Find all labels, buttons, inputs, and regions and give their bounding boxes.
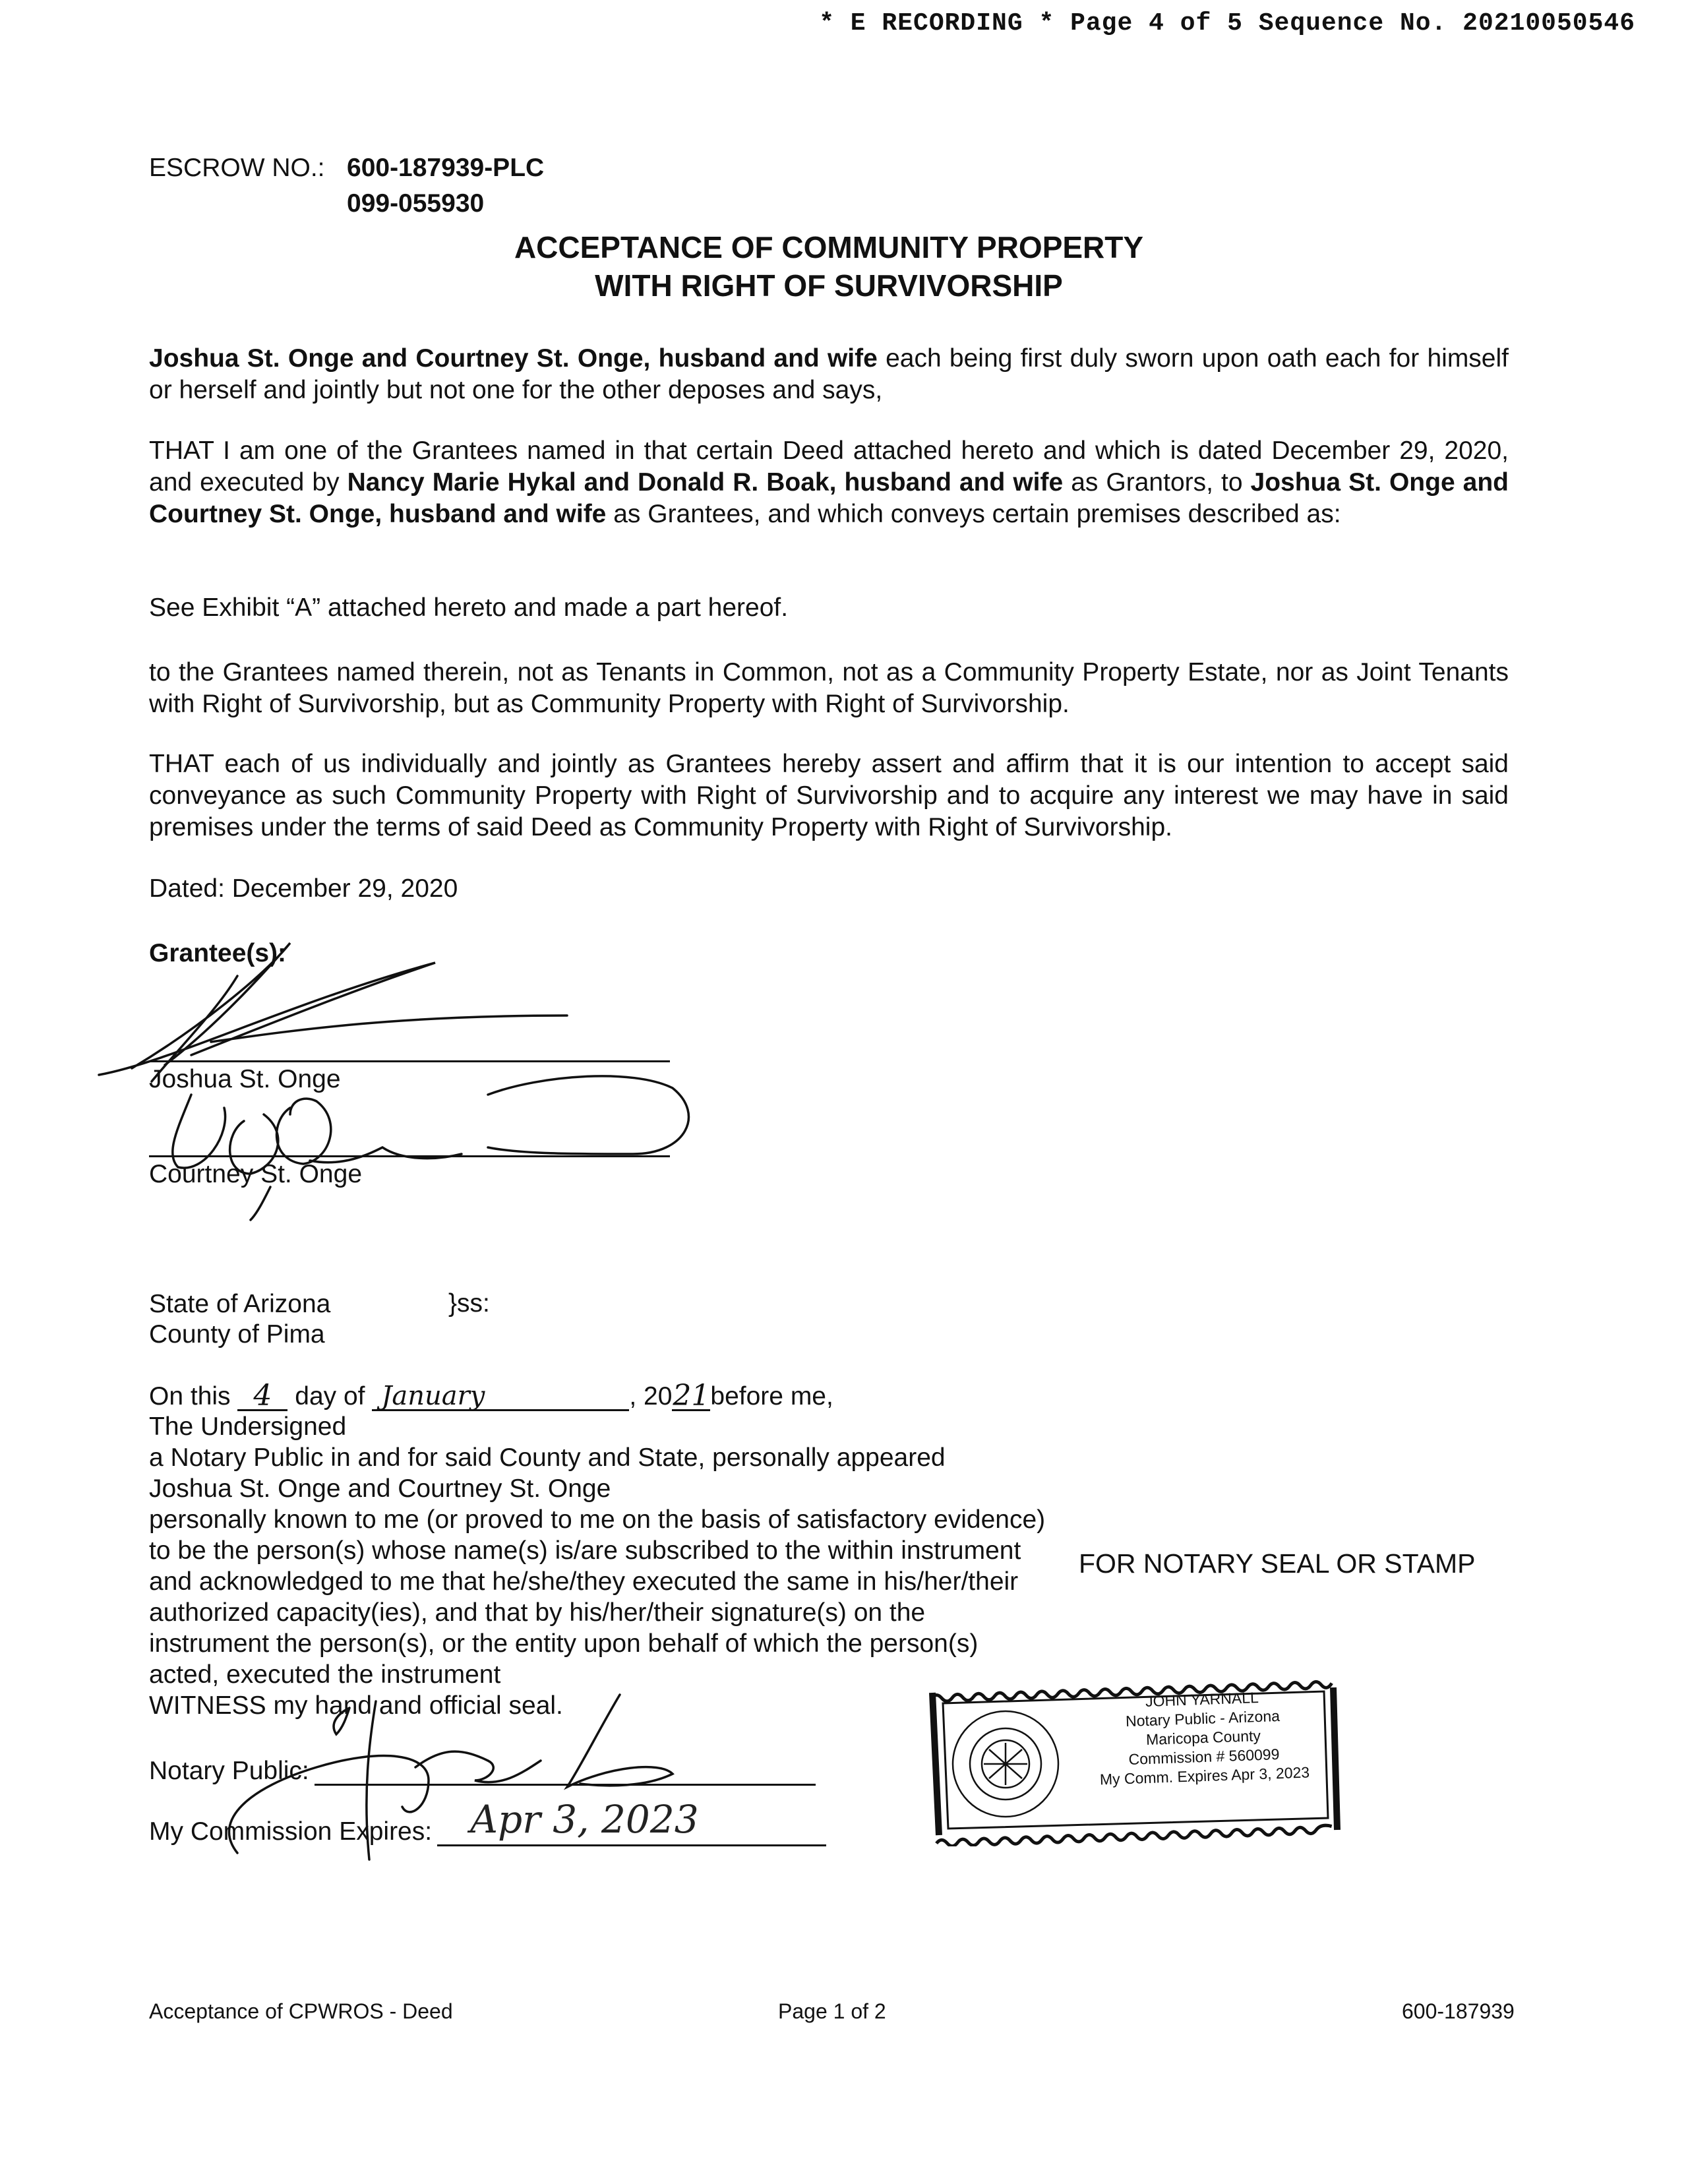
title-line-1: ACCEPTANCE OF COMMUNITY PROPERTY bbox=[514, 230, 1144, 264]
acknowledgment-date-line bbox=[149, 1379, 833, 1412]
escrow-label: ESCROW NO.: bbox=[149, 154, 325, 182]
grantee-1-name: Joshua St. Onge bbox=[149, 1065, 341, 1093]
escrow-number-2: 099-055930 bbox=[347, 189, 485, 218]
stamp-notary-name: JOHN YARNALL bbox=[1145, 1689, 1259, 1711]
document-title bbox=[149, 228, 1509, 305]
paragraph-deed bbox=[149, 435, 1509, 530]
year-prefix: , 20 bbox=[629, 1382, 673, 1410]
paragraph-tenancy: to the Grantees named therein, not as Tenants in Common, not as a Community Property Estate, nor as Joint Tenants with Right of Survivorship, but as Community Property with Right of Survivorship. bbox=[149, 658, 1509, 718]
footer-document-name: Acceptance of CPWROS - Deed bbox=[149, 1999, 453, 2023]
commission-label: My Commission Expires: bbox=[149, 1817, 433, 1846]
stamp-county: Maricopa County bbox=[1145, 1726, 1261, 1749]
notary-stamp bbox=[923, 1672, 1345, 1846]
grantees-names-bold-2: Joshua St. Onge and Courtney St. Onge, husband and wife bbox=[149, 468, 1509, 528]
grantees-names-bold: Joshua St. Onge and Courtney St. Onge, husband and wife bbox=[149, 344, 878, 373]
venue-block bbox=[149, 1289, 330, 1350]
grantee-1-signature-line bbox=[149, 1060, 670, 1062]
stamp-text bbox=[1060, 1685, 1347, 1791]
before-me-label: before me, bbox=[710, 1382, 833, 1410]
grantees-label: Grantee(s): bbox=[149, 939, 287, 967]
undersigned-line: The Undersigned bbox=[149, 1412, 347, 1441]
title-line-2: WITH RIGHT OF SURVIVORSHIP bbox=[595, 268, 1063, 303]
grantors-names-bold: Nancy Marie Hykal and Donald R. Boak, husband and wife bbox=[347, 468, 1064, 497]
escrow-block bbox=[149, 150, 544, 222]
notary-body-rest: personally known to me (or proved to me on the basis of satisfactory evidence) to be the person(s) whose name(s) is/are subscribed to the within instrument and acknowledged to me that he/she/they executed the same in his/her/their authorized capacity(ies), and that by his/her/their signature(s) on the instrument the person(s), or the entity upon behalf of which the person(s) acted, executed the instrument bbox=[149, 1505, 1046, 1689]
acknowledgment-year: 21 bbox=[673, 1379, 710, 1412]
dated-line: Dated: December 29, 2020 bbox=[149, 874, 458, 903]
footer-escrow-number: 600-187939 bbox=[1402, 1999, 1515, 2023]
escrow-number: 600-187939-PLC bbox=[347, 154, 545, 182]
seal-caption: FOR NOTARY SEAL OR STAMP bbox=[1079, 1548, 1476, 1579]
notary-body-line-2: Joshua St. Onge and Courtney St. Onge bbox=[149, 1474, 611, 1503]
commission-date-handwritten: Apr 3, 2023 bbox=[470, 1797, 699, 1842]
witness-line: WITNESS my hand and official seal. bbox=[149, 1691, 563, 1720]
day-of-label: day of bbox=[295, 1382, 365, 1410]
acknowledgment-day: 4 bbox=[237, 1383, 287, 1411]
paragraph-deponents bbox=[149, 343, 1509, 406]
acknowledgment-month: January bbox=[372, 1383, 629, 1411]
grantee-2-signature-line bbox=[149, 1155, 670, 1157]
deed-text-a: THAT I am one of the Grantees named in that certain Deed attached hereto and which is dated December 29, 2020, and executed by bbox=[149, 437, 1509, 497]
stamp-commission: Commission # 560099 bbox=[1128, 1745, 1280, 1768]
footer-page-number: Page 1 of 2 bbox=[778, 1999, 886, 2023]
notary-public-label: Notary Public: bbox=[149, 1757, 309, 1785]
deed-text-b: as Grantors, to bbox=[1063, 468, 1251, 497]
venue-ss: }ss: bbox=[448, 1289, 490, 1318]
notary-signature bbox=[211, 1688, 686, 1873]
grantee-2-name: Courtney St. Onge bbox=[149, 1160, 363, 1188]
stamp-notary-title: Notary Public - Arizona bbox=[1125, 1707, 1281, 1730]
venue-state: State of Arizona bbox=[149, 1290, 331, 1318]
venue-county: County of Pima bbox=[149, 1320, 325, 1349]
paragraph-exhibit: See Exhibit “A” attached hereto and made a part hereof. bbox=[149, 593, 789, 622]
recording-header: * E RECORDING * Page 4 of 5 Sequence No. 20210050546 bbox=[819, 9, 1635, 38]
deponents-text: each being first duly sworn upon oath each for himself or herself and jointly but not one for the other deposes and says, bbox=[149, 344, 1509, 404]
notary-body-line-1: a Notary Public in and for said County and State, personally appeared bbox=[149, 1443, 946, 1472]
notary-acknowledgment-text bbox=[149, 1411, 1046, 1721]
paragraph-affirmation: THAT each of us individually and jointly as Grantees hereby assert and affirm that it is our intention to accept said conveyance as such Community Property with Right of Survivorship and to acquire any interest we may have in said premises under the terms of said Deed as Community Property with Right of Survivorship. bbox=[149, 750, 1509, 841]
deed-text-c: as Grantees, and which conveys certain premises described as: bbox=[606, 500, 1341, 528]
stamp-expires: My Comm. Expires Apr 3, 2023 bbox=[1099, 1763, 1310, 1788]
on-this-label: On this bbox=[149, 1382, 231, 1410]
